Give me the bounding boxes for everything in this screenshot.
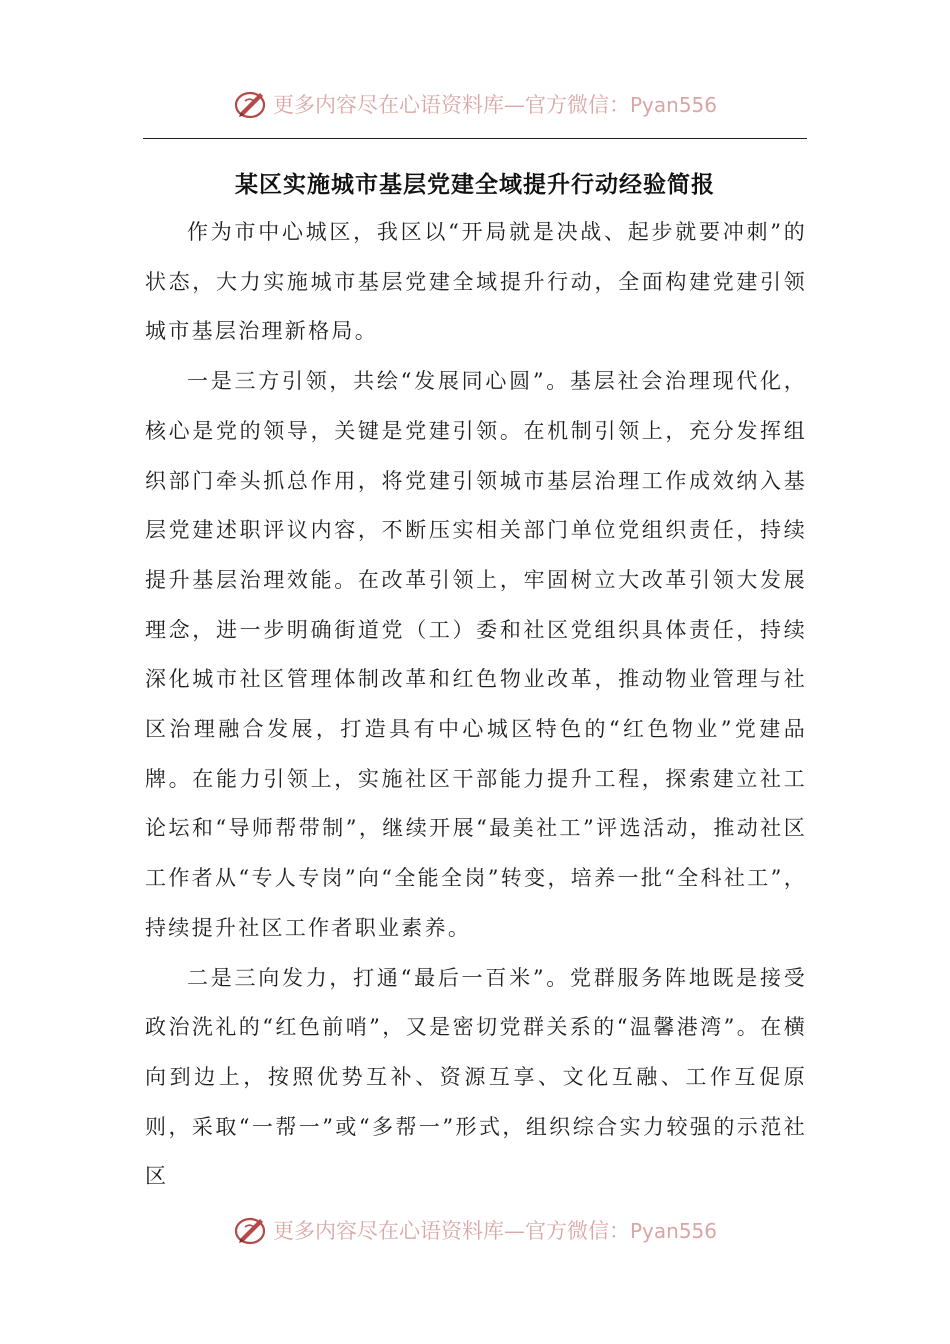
paragraph-intro: 作为市中心城区，我区以“开局就是决战、起步就要冲刺”的状态，大力实施城市基层党建全域提升行动，全面构建党建引领城市基层治理新格局。 bbox=[145, 220, 807, 344]
paragraph-second-point: 二是三向发力，打通“最后一百米”。党群服务阵地既是接受政治洗礼的“红色前哨”，又是密切党群关系的“温馨港湾”。在横向到边上，按照优势互补、资源互享、文化互融、工作互促原则，采取“一帮一”或“多帮一”形式，组织综合实力较强的示范社区 bbox=[145, 965, 807, 1189]
footer-banner bbox=[0, 1210, 950, 1250]
header-banner bbox=[0, 84, 950, 124]
header-banner-handle: Pyan556 bbox=[629, 93, 717, 117]
document-body bbox=[145, 208, 807, 1202]
document-title: 某区实施城市基层党建全域提升行动经验简报 bbox=[235, 171, 715, 198]
paragraph-first-point: 一是三方引领，共绘“发展同心圆”。基层社会治理现代化，核心是党的领导，关键是党建引领。在机制引领上，充分发挥组织部门牵头抓总作用，将党建引领城市基层治理工作成效纳入基层党建述职评议内容，不断压实相关部门单位党组织责任，持续提升基层治理效能。在改革引领上，牢固树立大改革引领大发展理念，进一步明确街道党（工）委和社区党组织具体责任，持续深化城市社区管理体制改革和红色物业改革，推动物业管理与社区治理融合发展，打造具有中心城区特色的“红色物业”党建品牌。在能力引领上，实施社区干部能力提升工程，探索建立社工论坛和“导师帮带制”，继续开展“最美社工”评选活动，推动社区工作者从“专人专岗”向“全能全岗”转变，培养一批“全科社工”，持续提升社区工作者职业素养。 bbox=[145, 369, 807, 940]
header-divider bbox=[143, 138, 807, 139]
footer-banner-handle: Pyan556 bbox=[629, 1219, 717, 1243]
header-banner-text: 更多内容尽在心语资料库—官方微信：Pyan556 bbox=[272, 93, 717, 117]
footer-banner-text: 更多内容尽在心语资料库—官方微信：Pyan556 bbox=[272, 1219, 717, 1243]
pen-logo-icon bbox=[233, 86, 269, 122]
pen-logo-icon bbox=[233, 1212, 269, 1248]
